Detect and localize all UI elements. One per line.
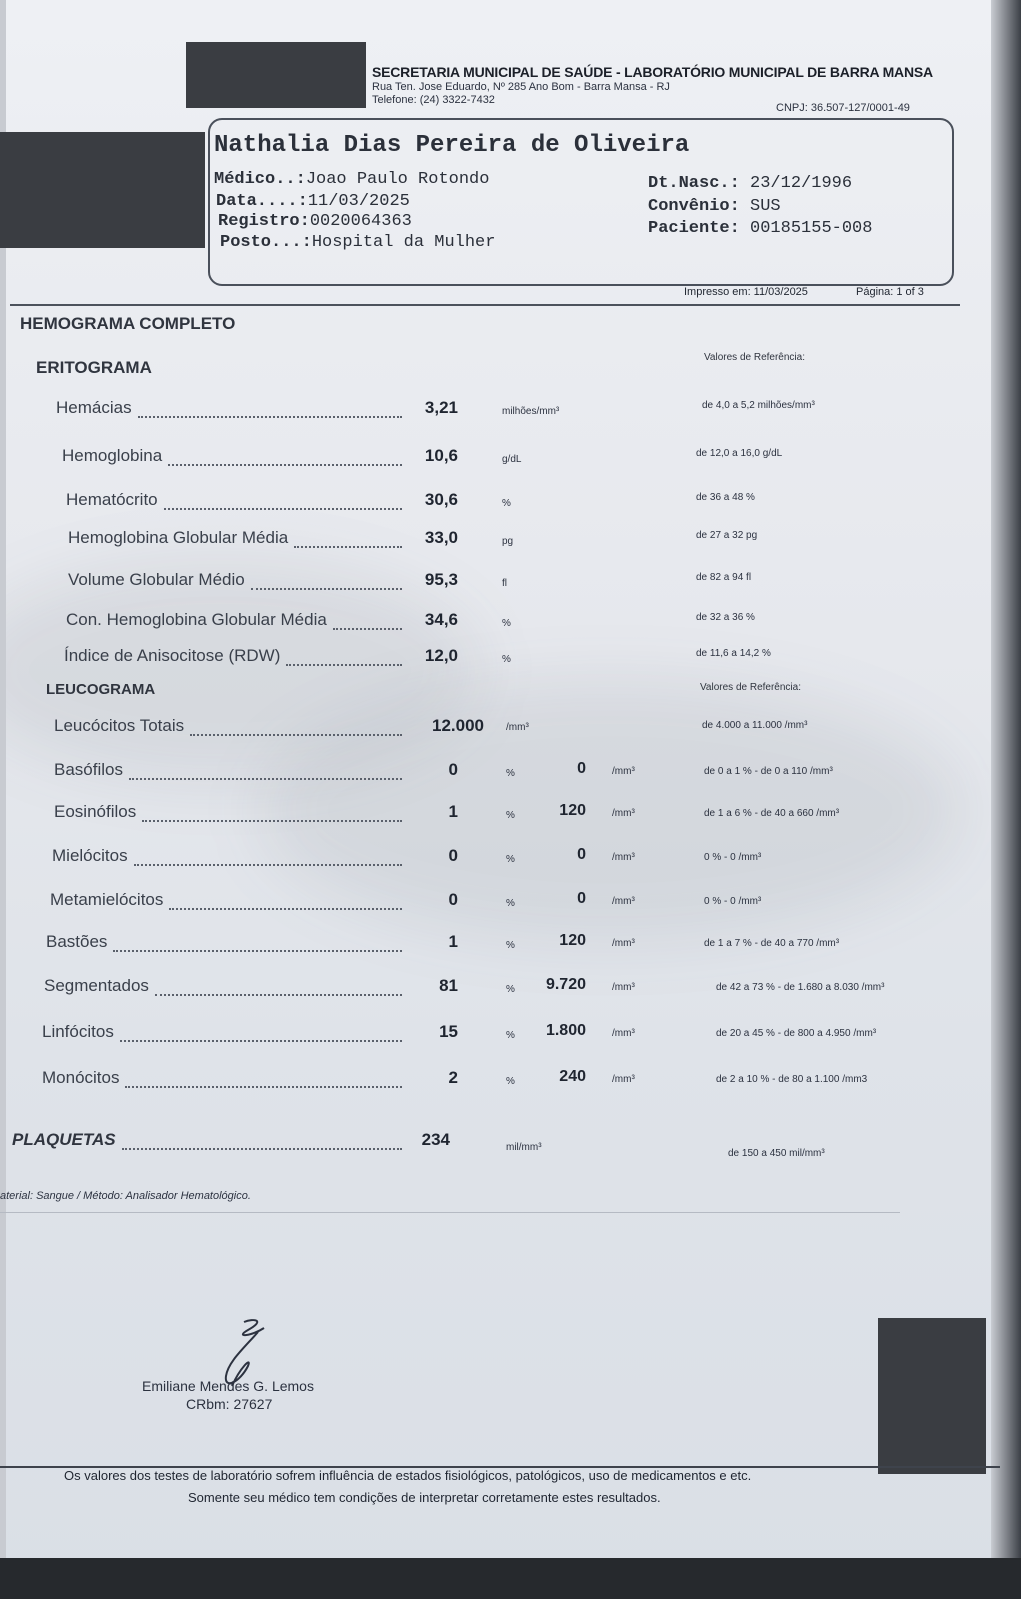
- convenio-value: SUS: [750, 197, 781, 216]
- reference-range: de 1 a 7 % - de 40 a 770 /mm³: [704, 938, 840, 949]
- lab-name: SECRETARIA MUNICIPAL DE SAÚDE - LABORATÓRIO MUNICIPAL DE BARRA MANSA: [372, 64, 933, 80]
- eritograma-row: [0, 398, 1000, 428]
- absolute-unit: /mm³: [612, 1074, 635, 1085]
- leader-dots: [169, 908, 402, 910]
- result-percent: 15: [439, 1022, 458, 1041]
- result-label: Hemácias: [56, 398, 132, 417]
- reference-range: de 0 a 1 % - de 0 a 110 /mm³: [704, 766, 833, 777]
- material-method: aterial: Sangue / Método: Analisador Hematológico.: [0, 1190, 251, 1202]
- absolute-unit: /mm³: [612, 1028, 635, 1039]
- leucograma-row: [0, 760, 1000, 790]
- result-percent: 1: [448, 802, 458, 821]
- eritograma-row: [0, 446, 1000, 476]
- reference-range: de 42 a 73 % - de 1.680 a 8.030 /mm³: [716, 982, 885, 993]
- percent-unit: %: [506, 1030, 515, 1041]
- leader-dots: [134, 864, 402, 866]
- result-label: Con. Hemoglobina Globular Média: [66, 610, 327, 629]
- leader-dots: [142, 820, 402, 822]
- leader-dots: [294, 546, 402, 548]
- reference-range: de 11,6 a 14,2 %: [696, 648, 771, 659]
- result-label: Segmentados: [44, 976, 149, 995]
- leader-dots: [251, 588, 402, 590]
- divider: [10, 304, 960, 306]
- result-percent: 2: [448, 1068, 458, 1087]
- reference-range: de 1 a 6 % - de 40 a 660 /mm³: [704, 808, 840, 819]
- result-value: 3,21: [424, 398, 458, 417]
- result-absolute: 0: [577, 846, 586, 863]
- result-label: Mielócitos: [52, 846, 128, 865]
- paciente-line: [648, 219, 872, 238]
- absolute-unit: /mm³: [612, 896, 635, 907]
- reference-range: de 2 a 10 % - de 80 a 1.100 /mm3: [716, 1074, 868, 1085]
- reference-range: de 36 a 48 %: [696, 492, 755, 503]
- result-value: 30,6: [424, 490, 458, 509]
- posto-label: Posto...:: [220, 233, 312, 252]
- leader-dots: [155, 994, 402, 996]
- result-percent: 0: [448, 890, 458, 909]
- result-label: Linfócitos: [42, 1022, 114, 1041]
- footer-disclaimer-1: Os valores dos testes de laboratório sofrem influência de estados fisiológicos, patológicos, uso de medicamentos e etc.: [64, 1468, 752, 1483]
- signer-crbm: CRbm: 27627: [186, 1396, 273, 1412]
- absolute-unit: /mm³: [612, 808, 635, 819]
- reference-range: de 4,0 a 5,2 milhões/mm³: [702, 400, 815, 411]
- result-percent: 0: [448, 760, 458, 779]
- absolute-unit: /mm³: [612, 938, 635, 949]
- leader-dots: [138, 416, 402, 418]
- result-absolute: 1.800: [545, 1022, 586, 1039]
- convenio-line: [648, 197, 781, 216]
- percent-unit: %: [506, 810, 515, 821]
- leader-dots: [113, 950, 402, 952]
- data-label: Data....:: [216, 192, 308, 211]
- plaquetas-label: PLAQUETAS: [12, 1130, 116, 1149]
- dtnasc-value: 23/12/1996: [750, 174, 853, 193]
- result-unit: fl: [502, 578, 507, 589]
- leader-dots: [125, 1086, 402, 1088]
- reference-range: de 12,0 a 16,0 g/dL: [696, 448, 783, 459]
- result-unit: pg: [502, 536, 514, 547]
- background-surface: [0, 1558, 1021, 1599]
- percent-unit: %: [506, 768, 515, 779]
- result-label: Monócitos: [42, 1068, 120, 1087]
- reference-range: de 82 a 94 fl: [696, 572, 752, 583]
- background-edge: [991, 0, 1021, 1599]
- result-absolute: 240: [559, 1068, 586, 1085]
- eritograma-title: ERITOGRAMA: [36, 358, 152, 377]
- redacted-area: [0, 132, 205, 248]
- leader-dots: [190, 734, 402, 736]
- eritograma-row: [0, 610, 1000, 640]
- result-label: Basófilos: [54, 760, 123, 779]
- leucograma-row: [0, 976, 1000, 1006]
- printed-date: Impresso em: 11/03/2025: [684, 286, 808, 298]
- leader-dots: [286, 664, 402, 666]
- leucograma-row: [0, 932, 1000, 962]
- footer-disclaimer-2: Somente seu médico tem condições de interpretar corretamente estes resultados.: [188, 1490, 661, 1505]
- result-value: 95,3: [424, 570, 458, 589]
- registro-label: Registro:: [218, 212, 310, 231]
- result-label: Volume Globular Médio: [68, 570, 245, 589]
- result-unit: %: [502, 654, 511, 665]
- percent-unit: %: [506, 940, 515, 951]
- leucocitos-ref: de 4.000 a 11.000 /mm³: [702, 720, 808, 731]
- result-absolute: 0: [577, 890, 586, 907]
- plaquetas-row: [0, 1130, 1000, 1160]
- result-value: 10,6: [424, 446, 458, 465]
- leucograma-row: [0, 846, 1000, 876]
- result-value: 12,0: [424, 646, 458, 665]
- medico-label: Médico..:: [214, 170, 306, 189]
- result-label: Índice de Anisocitose (RDW): [64, 646, 281, 665]
- data-value: 11/03/2025: [307, 192, 410, 211]
- leucocitos-row: [0, 716, 1000, 746]
- page-number: Página: 1 of 3: [856, 286, 924, 298]
- leader-dots: [333, 628, 402, 630]
- posto-line: [220, 233, 495, 252]
- data-line: [216, 192, 410, 211]
- lab-phone: Telefone: (24) 3322-7432: [372, 94, 495, 106]
- eritograma-row: [0, 646, 1000, 676]
- leader-dots: [129, 778, 402, 780]
- medico-value: Joao Paulo Rotondo: [305, 170, 490, 189]
- eritograma-row: [0, 570, 1000, 600]
- absolute-unit: /mm³: [612, 766, 635, 777]
- leader-dots: [164, 508, 402, 510]
- result-label: Hemoglobina: [62, 446, 163, 465]
- result-label: Metamielócitos: [50, 890, 164, 909]
- convenio-label: Convênio:: [648, 197, 740, 216]
- eritograma-row: [0, 528, 1000, 558]
- redacted-stamp: [878, 1318, 986, 1474]
- reference-range: de 32 a 36 %: [696, 612, 755, 623]
- lab-header: [372, 64, 972, 106]
- dtnasc-line: [648, 174, 852, 193]
- eritograma-row: [0, 490, 1000, 520]
- reference-range: 0 % - 0 /mm³: [704, 896, 762, 907]
- reference-range: 0 % - 0 /mm³: [704, 852, 762, 863]
- result-label: Hemoglobina Globular Média: [68, 528, 289, 547]
- result-label: Eosinófilos: [54, 802, 137, 821]
- paciente-value: 00185155-008: [750, 219, 873, 238]
- leader-dots: [168, 464, 402, 466]
- percent-unit: %: [506, 854, 515, 865]
- plaquetas-ref: de 150 a 450 mil/mm³: [728, 1148, 825, 1159]
- absolute-unit: /mm³: [612, 982, 635, 993]
- dtnasc-label: Dt.Nasc.:: [648, 174, 740, 193]
- plaquetas-value: 234: [421, 1130, 450, 1149]
- result-absolute: 0: [577, 760, 586, 777]
- redacted-logo: [186, 42, 366, 108]
- plaquetas-unit: mil/mm³: [506, 1142, 542, 1153]
- leucograma-row: [0, 1022, 1000, 1052]
- divider: [0, 1212, 900, 1213]
- signer-name: Emiliane Mendes G. Lemos: [142, 1378, 314, 1394]
- percent-unit: %: [506, 898, 515, 909]
- leader-dots: [120, 1040, 402, 1042]
- result-percent: 0: [448, 846, 458, 865]
- reference-header: Valores de Referência:: [704, 352, 805, 363]
- leucocitos-label: Leucócitos Totais: [54, 716, 185, 735]
- result-percent: 1: [448, 932, 458, 951]
- reference-range: de 27 a 32 pg: [696, 530, 758, 541]
- patient-name: Nathalia Dias Pereira de Oliveira: [214, 132, 690, 159]
- reference-range: de 20 a 45 % - de 800 a 4.950 /mm³: [716, 1028, 877, 1039]
- percent-unit: %: [506, 1076, 515, 1087]
- result-absolute: 9.720: [545, 976, 586, 993]
- result-label: Bastões: [46, 932, 108, 951]
- leader-dots: [122, 1148, 402, 1150]
- medico-line: [214, 170, 489, 189]
- result-value: 34,6: [424, 610, 458, 629]
- result-percent: 81: [439, 976, 458, 995]
- leucograma-row: [0, 890, 1000, 920]
- lab-cnpj: CNPJ: 36.507-127/0001-49: [776, 102, 910, 114]
- result-unit: %: [502, 618, 511, 629]
- paciente-label: Paciente:: [648, 219, 740, 238]
- leucograma-row: [0, 1068, 1000, 1098]
- leuco-reference-header: Valores de Referência:: [700, 682, 801, 693]
- result-unit: g/dL: [502, 454, 522, 465]
- leucograma-title: LEUCOGRAMA: [46, 681, 156, 698]
- result-unit: %: [502, 498, 511, 509]
- percent-unit: %: [506, 984, 515, 995]
- result-unit: milhões/mm³: [502, 406, 560, 417]
- absolute-unit: /mm³: [612, 852, 635, 863]
- exam-title: HEMOGRAMA COMPLETO: [20, 314, 236, 333]
- result-absolute: 120: [559, 802, 586, 819]
- result-value: 33,0: [424, 528, 458, 547]
- leucograma-row: [0, 802, 1000, 832]
- result-label: Hematócrito: [66, 490, 158, 509]
- result-absolute: 120: [559, 932, 586, 949]
- lab-address: Rua Ten. Jose Eduardo, Nº 285 Ano Bom - Barra Mansa - RJ: [372, 81, 670, 93]
- leucocitos-value: 12.000: [432, 716, 484, 735]
- registro-line: [218, 212, 412, 231]
- leucocitos-unit: /mm³: [506, 722, 529, 733]
- registro-value: 0020064363: [309, 212, 412, 231]
- posto-value: Hospital da Mulher: [311, 233, 496, 252]
